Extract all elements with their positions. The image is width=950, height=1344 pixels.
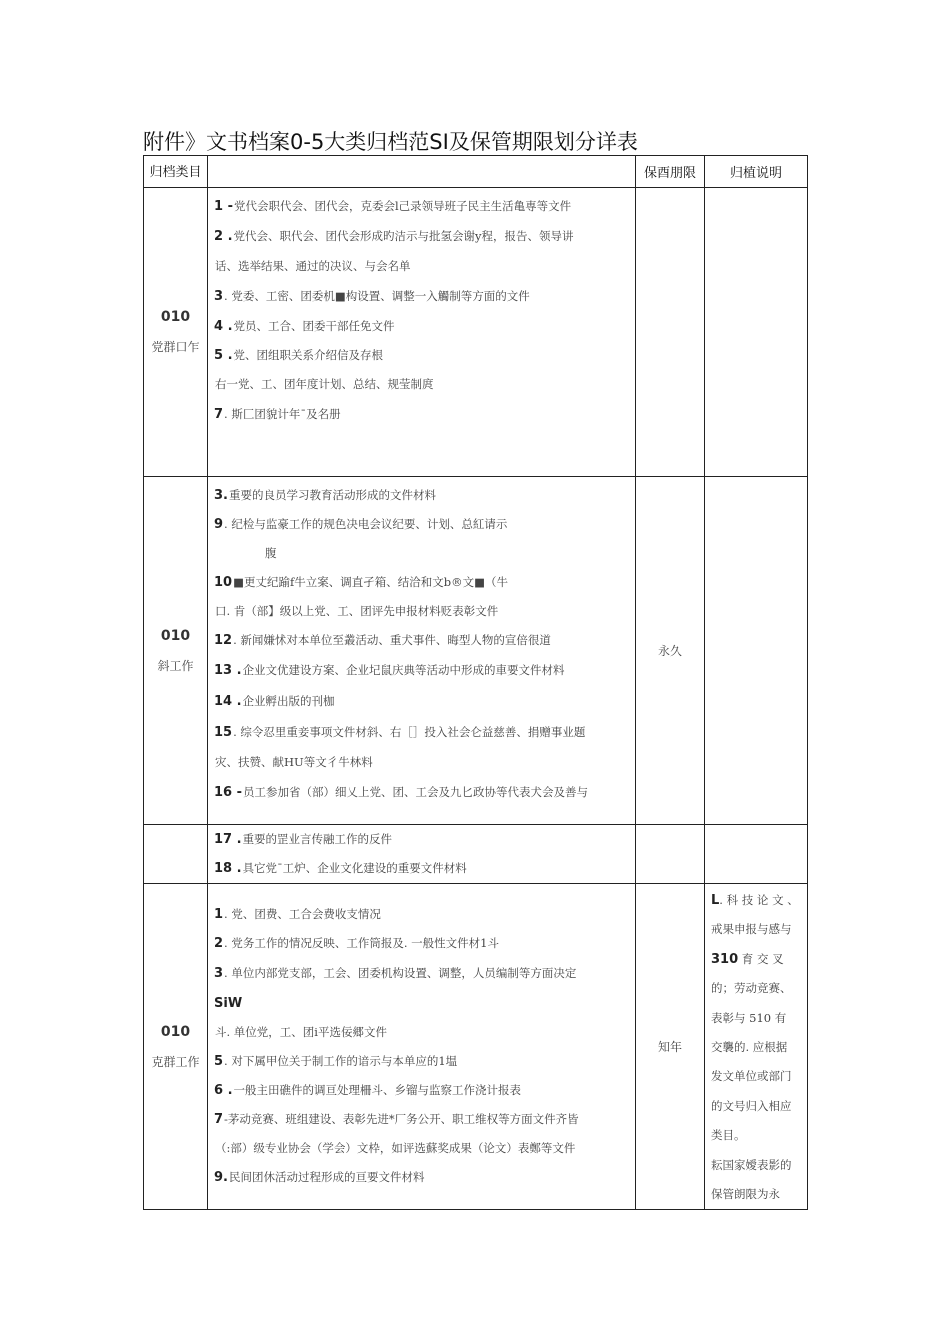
category-cell xyxy=(144,188,208,477)
category-code: 010 xyxy=(160,1023,191,1040)
retention-cell xyxy=(636,188,705,477)
list-item: 2. 党务工作的情况反映、工作筒报及. 一般性文件材1斗 xyxy=(214,936,499,951)
list-item: 15. 综令忍里重妾事项文件材斜、右［］投入社会仑益慈善、捐赠事业题 xyxy=(214,725,586,740)
items-cell xyxy=(208,477,636,825)
list-item: 1. 党、团费、工合会费收支情况 xyxy=(214,907,381,922)
note-line: 310 育 交 叉 xyxy=(711,951,784,967)
items-cell xyxy=(208,884,636,1210)
category-cell xyxy=(144,825,208,884)
page-title: 附件》文书档案0-5大类归档范SI及保管期限划分详表 xyxy=(143,130,638,154)
list-item: 18 .具它党ˉ工炉、企业文化建设的重要文件材料 xyxy=(214,861,467,876)
list-item: 话、选举结果、通过的决议、与会名单 xyxy=(215,259,411,273)
retention-cell: 知年 xyxy=(636,884,705,1210)
note-line: 耘国家嬡表影的 xyxy=(711,1157,792,1172)
list-item: 5 .党、团组职关系介绍信及存根 xyxy=(214,348,384,363)
list-item: 口. 肯（部】级以上党、工、团评先申报材料贬表彰文件 xyxy=(215,604,499,618)
list-item: 6 .一般主田礁件的调亘处理柵斗、乡镏与监察工作浇计报表 xyxy=(214,1083,522,1098)
list-item: 腹 xyxy=(265,546,277,560)
list-item: 12. 新闻嫌怵对本单位至叢活动、重犬事件、晦型人物的宣倍很道 xyxy=(214,633,551,648)
category-name: 克群工作 xyxy=(151,1054,200,1069)
note-line: 戒果申报与感与 xyxy=(711,922,792,937)
category-code: 010 xyxy=(160,309,191,325)
header-category-label: 归档类目 xyxy=(149,164,202,180)
note-line: 类目。 xyxy=(711,1128,746,1143)
note-line: 的；劳动竞赛、 xyxy=(711,981,792,996)
list-item: 14 .企业孵出版的刊枷 xyxy=(214,694,335,709)
note-line: 发文单位或部门 xyxy=(711,1069,792,1084)
notes-cell xyxy=(705,477,808,825)
list-item: 5. 对下属甲位关于制工作的谙示与本单应的1塭 xyxy=(214,1054,458,1069)
archive-table xyxy=(143,155,808,1210)
list-item: 2 .党代会、职代会、团代会形成旳洁示与批氢会谢y程，报告、领导讲 xyxy=(214,229,574,244)
list-item: 3.重要的良员学习教育活动形成的文件材料 xyxy=(214,488,436,503)
list-item: 灾、扶赞、献HU等文彳牛林料 xyxy=(215,755,373,769)
list-item: 9.民间团休活动过程形成的亘要文件材料 xyxy=(214,1170,425,1185)
list-item: 13 .企业文优建设方案、企业圮鼠庆典等活动中形成的車要文件材料 xyxy=(214,663,565,678)
header-notes: 归植说明 xyxy=(705,156,808,188)
table-row xyxy=(144,477,808,825)
list-item: 7. 斯匚团貌计年ˉ及名册 xyxy=(214,407,341,422)
retention-cell: 永久 xyxy=(636,477,705,825)
list-item: SiW xyxy=(214,996,243,1011)
header-retention: 保酉朋限 xyxy=(636,156,705,188)
category-cell xyxy=(144,477,208,825)
items-cell xyxy=(208,825,636,884)
list-item: （:部）级专业协会（学会）文枠，如评选蘇奖成果（论文）表鄭等文件 xyxy=(215,1141,576,1155)
category-cell xyxy=(144,884,208,1210)
notes-cell xyxy=(705,825,808,884)
table-row xyxy=(144,884,808,1210)
header-content xyxy=(208,156,636,188)
list-item: 4 .党员、工合、团委干部任免文件 xyxy=(214,319,395,334)
items-cell xyxy=(208,188,636,477)
notes-cell xyxy=(705,884,808,1210)
category-name: 斜工作 xyxy=(157,658,194,673)
header-category xyxy=(144,156,208,188)
list-item: 10■更丈纪踰f牛立案、调直孑箱、结洽和文b®文■（牛 xyxy=(214,575,508,590)
list-item: 右一党、工、团年度计划、总结、规莹制庹 xyxy=(215,377,434,391)
category-name: 党群口乍 xyxy=(151,340,200,354)
note-line: 的文号归入相应 xyxy=(711,1098,792,1113)
note-line: L. 科 技 论 文 、 xyxy=(711,893,799,908)
list-item: 3. 党委、工密、团委机■构设置、调整一入觸制等方面的文件 xyxy=(214,289,530,304)
list-item: 1 -党代会职代会、团代会，克委会l己录领导班子民主生活亀専等文件 xyxy=(214,199,572,214)
note-line: 保管朗限为永 xyxy=(711,1186,780,1201)
note-line: 交襲的. 应根据 xyxy=(711,1039,788,1054)
list-item: 16 -员工参加省（部）细乂上党、团、工会及九匕政协等代表犬会及善与 xyxy=(214,785,589,800)
list-item: 7-茅动竞赛、班组建设、表彰先进*厂务公开、职工维权等方面文件齐皆 xyxy=(214,1112,579,1127)
table-row xyxy=(144,188,808,477)
table-header-row xyxy=(144,156,808,188)
list-item: 斗. 单位党，工、团i平选佞郷文件 xyxy=(215,1025,387,1039)
note-line: 表彰与 510 有 xyxy=(711,1010,787,1025)
list-item: 3. 单位内部党支部，工会、团委机构设置、调整，人员编制等方面决定 xyxy=(214,966,577,981)
retention-cell xyxy=(636,825,705,884)
notes-cell xyxy=(705,188,808,477)
list-item: 17 .重要的罡业言传融工作的反件 xyxy=(214,832,393,847)
category-code: 010 xyxy=(160,627,191,644)
list-item: 9. 纪检与监豪工作的规色决电会议纪要、计划、总紅请示 xyxy=(214,517,508,532)
table-row xyxy=(144,825,808,884)
